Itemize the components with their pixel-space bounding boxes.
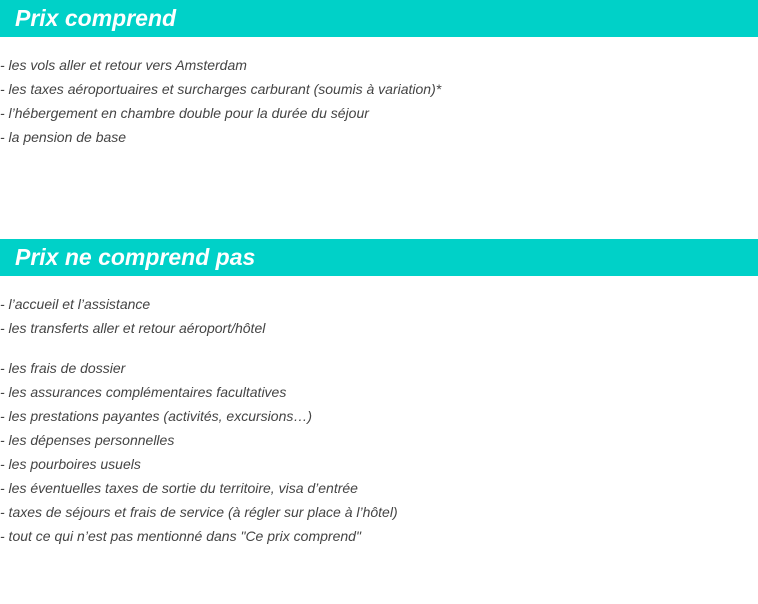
list-item: - les taxes aéroportuaires et surcharges carburant (soumis à variation)*	[0, 81, 442, 97]
list-item: - les vols aller et retour vers Amsterdam	[0, 57, 247, 73]
list-item: - l’accueil et l’assistance	[0, 296, 151, 312]
list-item: - les prestations payantes (activités, excursions…)	[0, 408, 313, 424]
list-item: - les pourboires usuels	[0, 456, 141, 472]
included-list	[0, 53, 441, 149]
excluded-header	[0, 239, 758, 276]
list-item: - les transferts aller et retour aéroport/hôtel	[0, 320, 266, 336]
included-header	[0, 0, 758, 37]
excluded-list	[0, 292, 398, 548]
list-item: - les dépenses personnelles	[0, 432, 175, 448]
excluded-title: Prix ne comprend pas	[15, 244, 256, 270]
list-item: - la pension de base	[0, 129, 127, 145]
included-title: Prix comprend	[15, 5, 177, 31]
list-item: - l’hébergement en chambre double pour la durée du séjour	[0, 105, 369, 121]
list-item: - taxes de séjours et frais de service (à régler sur place à l’hôtel)	[0, 504, 398, 520]
list-item: - les frais de dossier	[0, 360, 126, 376]
list-item: - les éventuelles taxes de sortie du territoire, visa d’entrée	[0, 480, 358, 496]
list-item: - tout ce qui n’est pas mentionné dans "Ce prix comprend"	[0, 528, 361, 544]
list-item: - les assurances complémentaires facultatives	[0, 384, 287, 400]
